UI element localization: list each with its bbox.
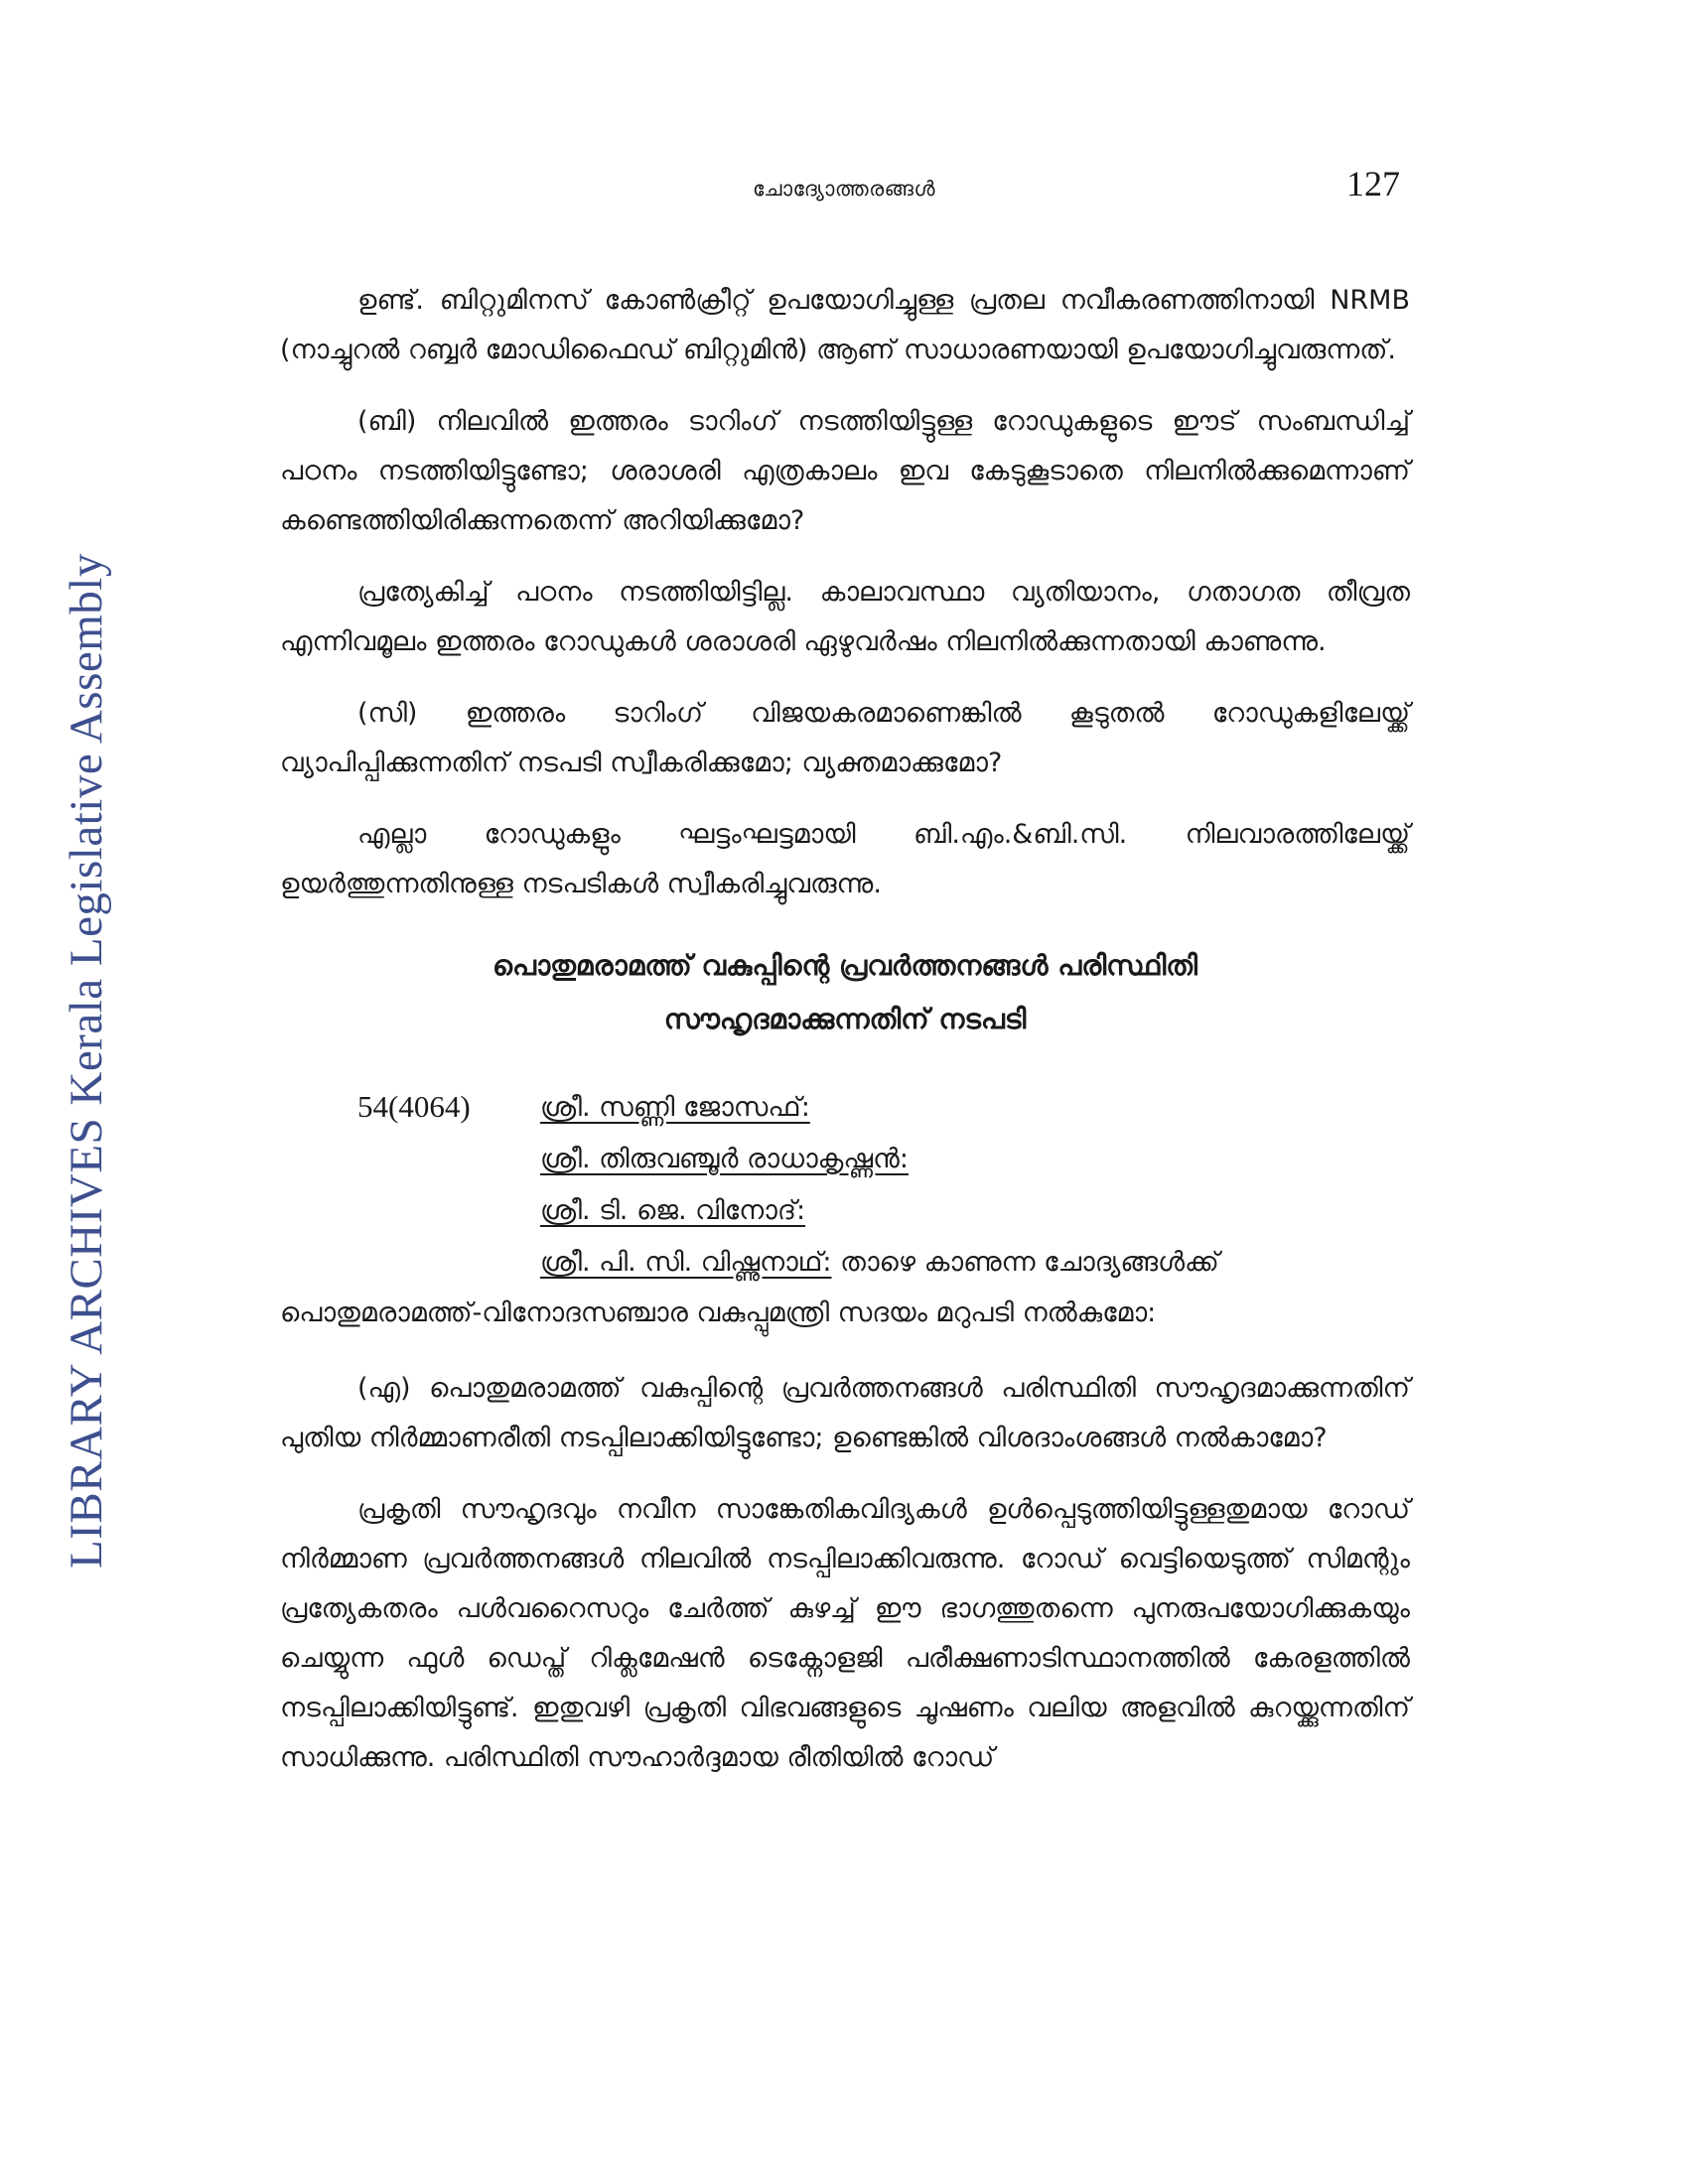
answer-paragraph: എല്ലാ റോഡുകളും ഘട്ടംഘട്ടമായി ബി.എം.&ബി.സി. നിലവാരത്തിലേയ്ക്ക് ഉയർത്തുന്നതിനുള്ള നടപടികൾ സ്വീകരിച്ചുവരുന്നു. (280, 819, 1410, 899)
answer-paragraph: പ്രത്യേകിച്ച് പഠനം നടത്തിയിട്ടില്ല. കാലാവസ്ഥാ വ്യതിയാനം, ഗതാഗത തീവ്രത എന്നിവമൂലം ഇത്തരം റോഡുകൾ ശരാശരി ഏഴുവർഷം നിലനിൽക്കുന്നതായി കാണുന്നു. (280, 577, 1410, 657)
page-body (280, 276, 1410, 1805)
member-name: ശ്രീ. ടി. ജെ. വിനോദ്: (540, 1195, 806, 1226)
answer-paragraph: പ്രകൃതി സൗഹൃദവും നവീന സാങ്കേതികവിദ്യകൾ ഉൾപ്പെടുത്തിയിട്ടുള്ളതുമായ റോഡ് നിർമ്മാണ പ്രവർത്തനങ്ങൾ നിലവിൽ നടപ്പിലാക്കിവരുന്നു. റോഡ് വെട്ടിയെടുത്ത് സിമന്റും പ്രത്യേകതരം പൾവറൈസറും ചേർത്ത് കുഴച്ച് ഈ ഭാഗത്തുതന്നെ പുനരുപയോഗിക്കുകയും ചെയ്യുന്ന ഫുൾ ഡെപ്ത് റിക്ലമേഷൻ ടെക്നോളജി പരീക്ഷണാടിസ്ഥാനത്തിൽ കേരളത്തിൽ നടപ്പിലാക്കിയിട്ടുണ്ട്. ഇതുവഴി പ്രകൃതി വിഭവങ്ങളുടെ ചൂഷണം വലിയ അളവിൽ കുറയ്ക്കുന്നതിന് സാധിക്കുന്നു. പരിസ്ഥിതി സൗഹാർദ്ദമായ രീതിയിൽ റോഡ് (280, 1494, 1410, 1773)
section-heading-line: സൗഹൃദമാക്കുന്നതിന് നടപടി (663, 1003, 1027, 1035)
question-paragraph: (എ) പൊതുമരാമത്ത് വകുപ്പിന്റെ പ്രവർത്തനങ്ങൾ പരിസ്ഥിതി സൗഹൃദമാക്കുന്നതിന് പുതിയ നിർമ്മാണരീതി നടപ്പിലാക്കിയിട്ടുണ്ടോ; ഉണ്ടെങ്കിൽ വിശദാംശങ്ങൾ നൽകാമോ? (280, 1373, 1410, 1453)
member-name: ശ്രീ. തിരുവഞ്ചൂർ രാധാകൃഷ്ണൻ: (540, 1144, 909, 1174)
question-number: 54(4064) (357, 1089, 471, 1124)
answer-paragraph: ഉണ്ട്. ബിറ്റുമിനസ് കോൺക്രീറ്റ് ഉപയോഗിച്ചുള്ള പ്രതല നവീകരണത്തിനായി NRMB (നാച്ചുറൽ റബ്ബർ മോഡിഫൈഡ് ബിറ്റുമിൻ) ആണ് സാധാരണയായി ഉപയോഗിച്ചുവരുന്നത്. (280, 285, 1410, 365)
section-heading (280, 939, 1410, 1046)
archive-watermark: LIBRARY ARCHIVES Kerala Legislative Assembly (61, 553, 112, 1569)
question-paragraph: (സി) ഇത്തരം ടാറിംഗ് വിജയകരമാണെങ്കിൽ കൂടുതൽ റോഡുകളിലേയ്ക്ക് വ്യാപിപ്പിക്കുന്നതിന് നടപടി സ്വീകരിക്കുമോ; വ്യക്തമാക്കുമോ? (280, 698, 1410, 778)
member-name: ശ്രീ. സണ്ണി ജോസഫ്: (540, 1092, 810, 1123)
member-line-last (540, 1237, 1410, 1289)
member-name: ശ്രീ. പി. സി. വിഷ്ണുനാഥ്: (540, 1247, 832, 1278)
section-heading-line: പൊതുമരാമത്ത് വകുപ്പിന്റെ പ്രവർത്തനങ്ങൾ പരിസ്ഥിതി (492, 949, 1197, 982)
question-block (280, 1082, 1410, 1338)
page-number: 127 (1346, 164, 1400, 204)
page-header-title: ചോദ്യോത്തരങ്ങൾ (752, 177, 936, 201)
question-paragraph: (ബി) നിലവിൽ ഇത്തരം ടാറിംഗ് നടത്തിയിട്ടുള്ള റോഡുകളുടെ ഈട് സംബന്ധിച്ച് പഠനം നടത്തിയിട്ടുണ്ടോ; ശരാശരി എത്രകാലം ഇവ കേടുകൂടാതെ നിലനിൽക്കുമെന്നാണ് കണ്ടെത്തിയിരിക്കുന്നതെന്ന് അറിയിക്കുമോ? (280, 406, 1410, 536)
question-ask-tail: താഴെ കാണുന്ന ചോദ്യങ്ങൾക്ക് (840, 1247, 1219, 1278)
question-ask-line: പൊതുമരാമത്ത്-വിനോദസഞ്ചാര വകുപ്പുമന്ത്രി സദയം മറുപടി നൽകുമോ: (280, 1297, 1157, 1328)
